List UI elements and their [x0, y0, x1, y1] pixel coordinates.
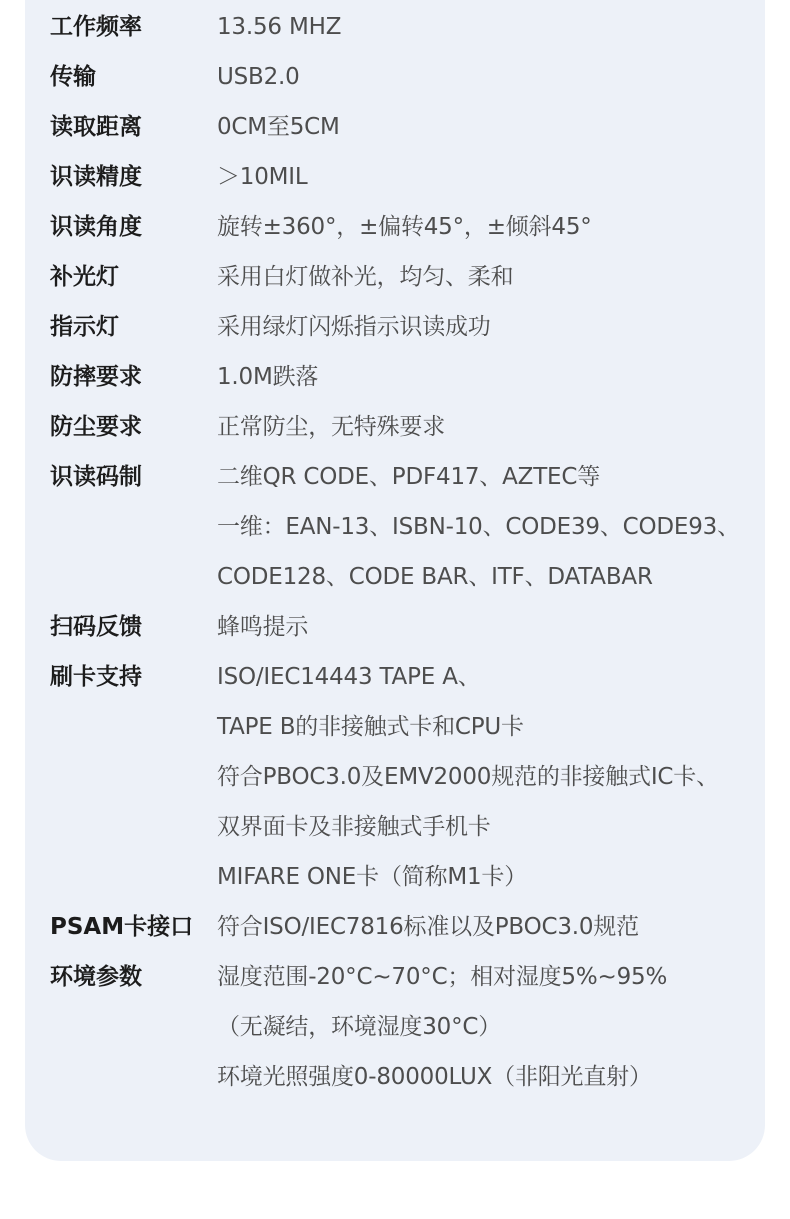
spec-row — [0, 102, 790, 152]
spec-row — [0, 952, 790, 1102]
spec-value-line: 湿度范围-20°C~70°C；相对湿度5%~95% — [217, 964, 668, 990]
spec-value-line: 0CM至5CM — [217, 114, 340, 140]
spec-label: 传输 — [50, 64, 96, 90]
spec-label: 补光灯 — [50, 264, 119, 290]
spec-row — [0, 302, 790, 352]
spec-value-line: （无凝结，环境湿度30°C） — [217, 1014, 502, 1040]
spec-value — [217, 402, 790, 452]
spec-label: 指示灯 — [50, 314, 119, 340]
spec-label: 刷卡支持 — [50, 664, 142, 690]
spec-list — [0, 2, 790, 1102]
spec-value — [217, 952, 790, 1102]
spec-row — [0, 352, 790, 402]
spec-row — [0, 652, 790, 902]
spec-label: 防尘要求 — [50, 414, 142, 440]
spec-label: 工作频率 — [50, 14, 142, 40]
spec-row — [0, 402, 790, 452]
spec-row — [0, 902, 790, 952]
spec-value-line: 1.0M跌落 — [217, 364, 319, 390]
spec-value — [217, 102, 790, 152]
spec-value — [217, 252, 790, 302]
spec-value-line: 采用绿灯闪烁指示识读成功 — [217, 314, 491, 340]
spec-label: 识读角度 — [50, 214, 142, 240]
spec-row — [0, 602, 790, 652]
spec-value-line: 符合PBOC3.0及EMV2000规范的非接触式IC卡、 — [217, 764, 719, 790]
spec-value-line: TAPE B的非接触式卡和CPU卡 — [217, 714, 524, 740]
spec-value — [217, 902, 790, 952]
spec-value-line: 环境光照强度0-80000LUX（非阳光直射） — [217, 1064, 652, 1090]
spec-label: 环境参数 — [50, 964, 142, 990]
spec-label: 扫码反馈 — [50, 614, 142, 640]
spec-row — [0, 152, 790, 202]
spec-value-line: 旋转±360°，±偏转45°，±倾斜45° — [217, 214, 592, 240]
spec-value — [217, 152, 790, 202]
spec-row — [0, 202, 790, 252]
spec-value-line: CODE128、CODE BAR、ITF、DATABAR — [217, 564, 653, 590]
spec-value-line: ＞10MIL — [217, 164, 308, 190]
spec-value-line: 正常防尘，无特殊要求 — [217, 414, 446, 440]
spec-value — [217, 52, 790, 102]
spec-value — [217, 602, 790, 652]
spec-row — [0, 52, 790, 102]
spec-label: 识读精度 — [50, 164, 142, 190]
spec-value-line: MIFARE ONE卡（简称M1卡） — [217, 864, 528, 890]
spec-value-line: 一维：EAN-13、ISBN-10、CODE39、CODE93、 — [217, 514, 740, 540]
spec-label: 防摔要求 — [50, 364, 142, 390]
spec-value-line: USB2.0 — [217, 64, 300, 90]
spec-value-line: 采用白灯做补光，均匀、柔和 — [217, 264, 514, 290]
spec-label: 读取距离 — [50, 114, 142, 140]
spec-value — [217, 302, 790, 352]
spec-value-line: ISO/IEC14443 TAPE A、 — [217, 664, 481, 690]
spec-row — [0, 252, 790, 302]
spec-label: 识读码制 — [50, 464, 142, 490]
spec-row — [0, 452, 790, 602]
spec-value — [217, 352, 790, 402]
spec-value — [217, 2, 790, 52]
spec-value-line: 双界面卡及非接触式手机卡 — [217, 814, 491, 840]
spec-value-line: 符合ISO/IEC7816标准以及PBOC3.0规范 — [217, 914, 639, 940]
spec-value-line: 13.56 MHZ — [217, 14, 342, 40]
spec-value-line: 蜂鸣提示 — [217, 614, 309, 640]
spec-value — [217, 652, 790, 902]
spec-label: PSAM卡接口 — [50, 914, 194, 940]
spec-value — [217, 202, 790, 252]
spec-row — [0, 2, 790, 52]
spec-value — [217, 452, 790, 602]
spec-value-line: 二维QR CODE、PDF417、AZTEC等 — [217, 464, 601, 490]
